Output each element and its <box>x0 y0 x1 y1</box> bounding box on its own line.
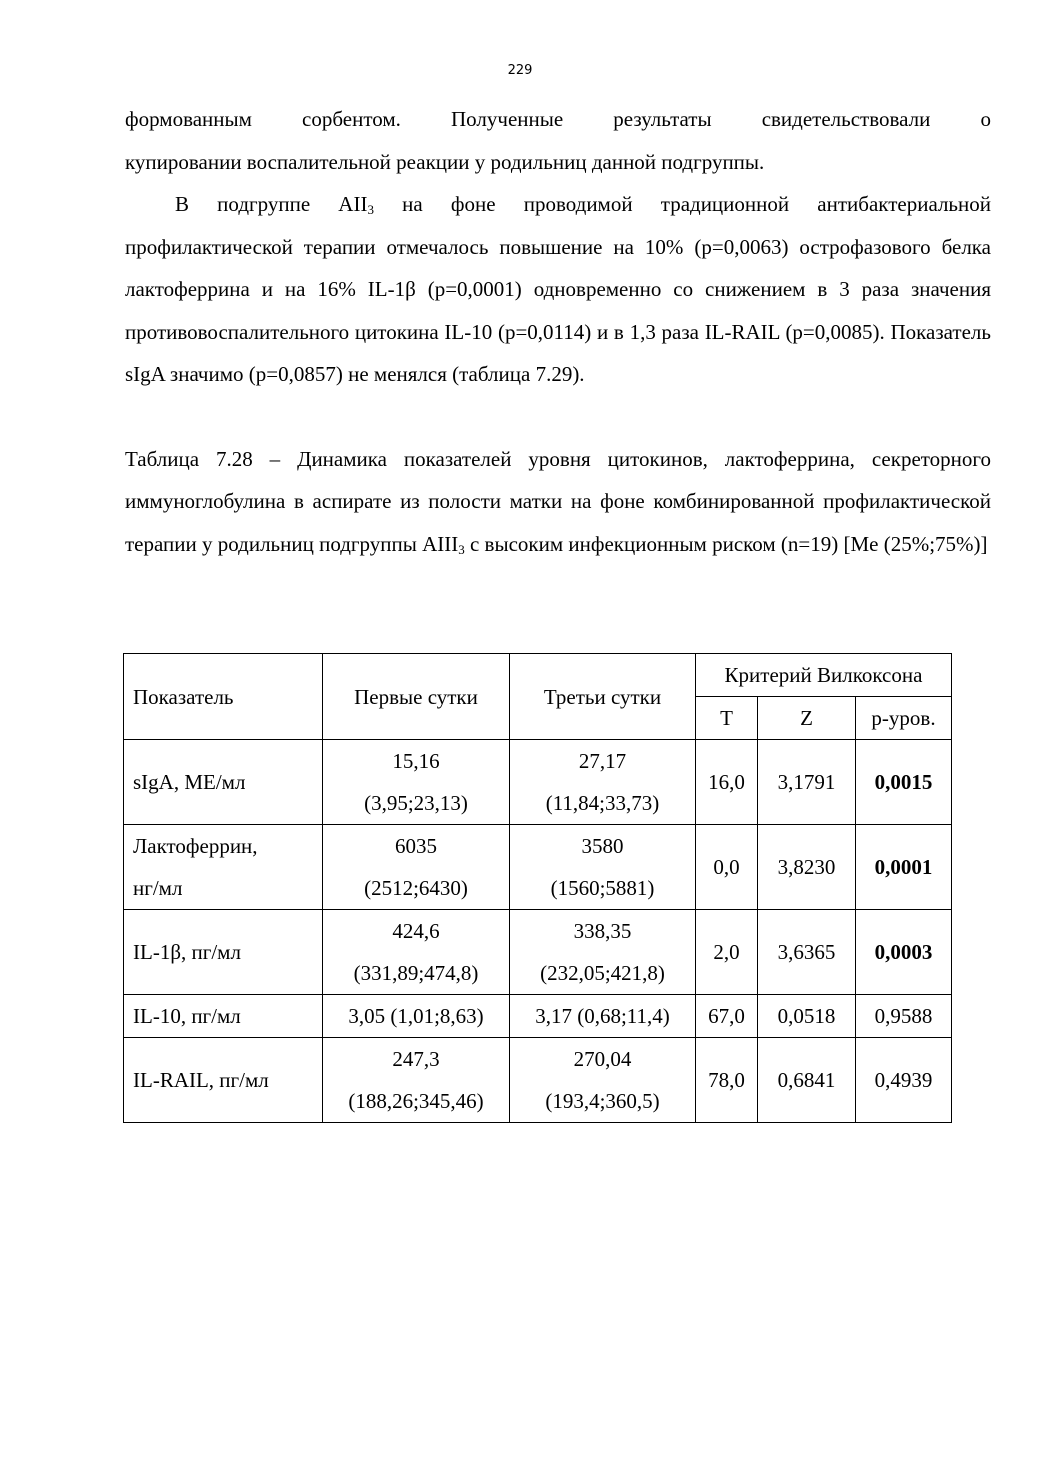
table-caption <box>125 438 991 566</box>
row-day-3: 3580 (1560;5881) <box>510 825 696 910</box>
row-t: 16,0 <box>696 740 758 825</box>
header-z: Z <box>758 697 856 740</box>
document-body <box>125 98 991 565</box>
table-caption-rest: с высоким инфекционным риском (n=19) [Me (25%;75%)] <box>464 531 988 556</box>
header-wilcoxon: Критерий Вилкоксона <box>696 654 952 697</box>
paragraph-2-rest: на фоне проводимой традиционной антибактериальной профилактической терапии отмечалось повышение на 10% (р=0,0063) острофазового белка лактоферрина и на 16% IL-1β (р=0,0001) одновременно со снижением в 3 раза значения противовоспалительного цитокина IL-10 (р=0,0114) и в 1,3 раза IL-RAIL (р=0,0085). Показатель sIgA значимо (р=0,0857) не менялся (таблица 7.29). <box>125 192 991 386</box>
header-indicator: Показатель <box>124 654 323 740</box>
header-p-level: р-уров. <box>856 697 952 740</box>
row-t: 67,0 <box>696 995 758 1038</box>
table-caption-subscript: 3 <box>458 541 465 557</box>
page-number: 229 <box>507 63 533 78</box>
row-indicator: IL-10, пг/мл <box>124 995 323 1038</box>
row-z: 3,6365 <box>758 910 856 995</box>
row-t: 0,0 <box>696 825 758 910</box>
row-day-1: 6035 (2512;6430) <box>323 825 510 910</box>
row-indicator: sIgA, МЕ/мл <box>124 740 323 825</box>
row-t: 2,0 <box>696 910 758 995</box>
paragraph-2-start: В подгруппе АII <box>175 192 368 216</box>
table-row <box>124 740 952 825</box>
paragraph-1-line-2: купировании воспалительной реакции у родильниц данной подгруппы. <box>125 149 765 174</box>
row-p: 0,0015 <box>856 740 952 825</box>
row-day-1: 247,3 (188,26;345,46) <box>323 1038 510 1123</box>
row-z: 3,1791 <box>758 740 856 825</box>
row-indicator: IL-RAIL, пг/мл <box>124 1038 323 1123</box>
table-row <box>124 1038 952 1123</box>
row-z: 3,8230 <box>758 825 856 910</box>
row-day-1: 3,05 (1,01;8,63) <box>323 995 510 1038</box>
row-day-3: 3,17 (0,68;11,4) <box>510 995 696 1038</box>
table-row <box>124 825 952 910</box>
table-caption-start: Таблица 7.28 – Динамика показателей уровня цитокинов, лактоферрина, секреторного иммуноглобулина в аспирате из полости матки на фоне комбинированной профилактической терапии у родильниц подгруппы АIII <box>125 446 991 556</box>
row-day-1: 15,16 (3,95;23,13) <box>323 740 510 825</box>
paragraph-2-subscript: 3 <box>367 202 374 217</box>
row-p: 0,4939 <box>856 1038 952 1123</box>
row-indicator: IL-1β, пг/мл <box>124 910 323 995</box>
header-day-1: Первые сутки <box>323 654 510 740</box>
row-z: 0,6841 <box>758 1038 856 1123</box>
table-header-row-1 <box>124 654 952 697</box>
row-z: 0,0518 <box>758 995 856 1038</box>
header-t: T <box>696 697 758 740</box>
row-indicator: Лактоферрин, нг/мл <box>124 825 323 910</box>
table-row <box>124 995 952 1038</box>
row-p: 0,9588 <box>856 995 952 1038</box>
spacer <box>125 396 991 438</box>
paragraph-2 <box>125 183 991 396</box>
row-p: 0,0003 <box>856 910 952 995</box>
table-row <box>124 910 952 995</box>
row-p: 0,0001 <box>856 825 952 910</box>
paragraph-1-line-1: формованным сорбентом. Полученные результаты свидетельствовали о <box>125 107 991 131</box>
row-day-3: 338,35 (232,05;421,8) <box>510 910 696 995</box>
row-day-3: 27,17 (11,84;33,73) <box>510 740 696 825</box>
results-table <box>123 653 952 1123</box>
header-day-3: Третьи сутки <box>510 654 696 740</box>
row-day-1: 424,6 (331,89;474,8) <box>323 910 510 995</box>
row-t: 78,0 <box>696 1038 758 1123</box>
row-day-3: 270,04 (193,4;360,5) <box>510 1038 696 1123</box>
